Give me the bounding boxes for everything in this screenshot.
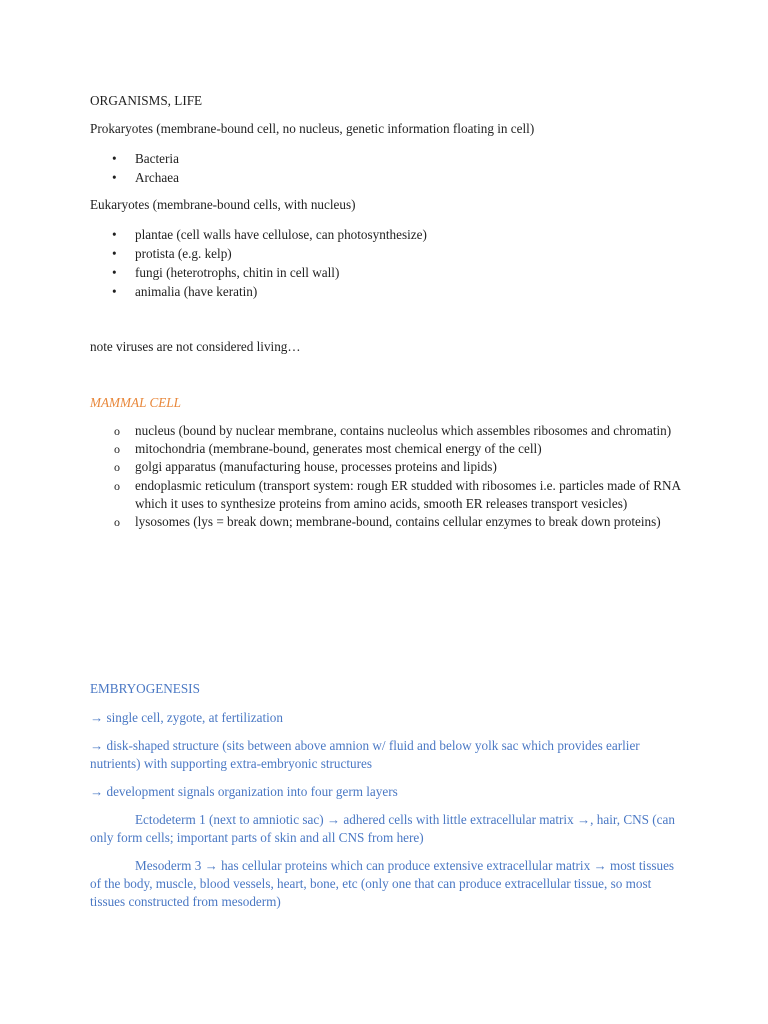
eukaryotes-intro: Eukaryotes (membrane-bound cells, with nucleus) xyxy=(90,197,356,212)
list-item: • protista (e.g. kelp) xyxy=(112,246,232,261)
list-item: o lysosomes (lys = break down; membrane-bound, contains cellular enzymes to break down proteins) xyxy=(90,513,682,531)
list-item: • plantae (cell walls have cellulose, can photosynthesize) xyxy=(112,227,427,242)
bullet-icon: • xyxy=(112,246,117,261)
circle-bullet-icon: o xyxy=(114,460,120,475)
list-item: • Archaea xyxy=(112,170,179,185)
circle-bullet-icon: o xyxy=(114,515,120,530)
embryogenesis-paragraph: → disk-shaped structure (sits between above amnion w/ fluid and below yolk sac which provides earlier nutrients) with supporting extra-embryonic structures xyxy=(90,738,640,771)
embryogenesis-paragraph: → single cell, zygote, at fertilization xyxy=(90,710,283,725)
section-heading-organisms: ORGANISMS, LIFE xyxy=(90,93,203,108)
list-item: o endoplasmic reticulum (transport system: rough ER studded with ribosomes i.e. particles made of RNA which it uses to synthesize proteins from amino acids, smooth ER releases transport vesicles) xyxy=(114,477,681,511)
circle-bullet-icon: o xyxy=(114,424,120,438)
section-heading-mammal-cell: MAMMAL CELL xyxy=(90,395,181,410)
section-heading-embryogenesis: EMBRYOGENESIS xyxy=(90,681,200,696)
bullet-icon: • xyxy=(112,284,117,299)
list-item: o nucleus (bound by nuclear membrane, contains nucleolus which assembles ribosomes and chromatin) xyxy=(90,422,682,440)
viruses-note: note viruses are not considered living… xyxy=(90,339,301,354)
mammal-cell-list xyxy=(90,422,682,531)
list-item: • animalia (have keratin) xyxy=(112,284,258,299)
circle-bullet-icon: o xyxy=(114,478,120,493)
prokaryotes-list xyxy=(90,149,682,187)
list-item: o mitochondria (membrane-bound, generates most chemical energy of the cell) xyxy=(90,440,682,458)
list-item: • Bacteria xyxy=(112,151,179,166)
bullet-icon: • xyxy=(112,170,117,185)
list-item: o golgi apparatus (manufacturing house, processes proteins and lipids) xyxy=(90,458,682,476)
embryogenesis-paragraph: → development signals organization into four germ layers xyxy=(90,784,398,799)
bullet-icon: • xyxy=(112,227,117,242)
bullet-icon: • xyxy=(112,151,117,166)
circle-bullet-icon: o xyxy=(114,442,120,457)
ectoderm-paragraph: Ectodeterm 1 (next to amniotic sac) → adhered cells with little extracellular matrix →, hair, CNS (can only form cells; important parts of skin and all CNS from here) xyxy=(90,812,675,845)
mesoderm-paragraph: Mesoderm 3 → has cellular proteins which can produce extensive extracellular matrix → most tissues of the body, muscle, blood vessels, heart, bone, etc (only one that can produce extracellular tissue, so most tissues constructed from mesoderm) xyxy=(90,858,675,909)
prokaryotes-intro: Prokaryotes (membrane-bound cell, no nucleus, genetic information floating in cell) xyxy=(90,121,535,136)
list-item: • fungi (heterotrophs, chitin in cell wall) xyxy=(112,265,340,280)
bullet-icon: • xyxy=(112,265,117,280)
eukaryotes-list xyxy=(90,225,682,301)
